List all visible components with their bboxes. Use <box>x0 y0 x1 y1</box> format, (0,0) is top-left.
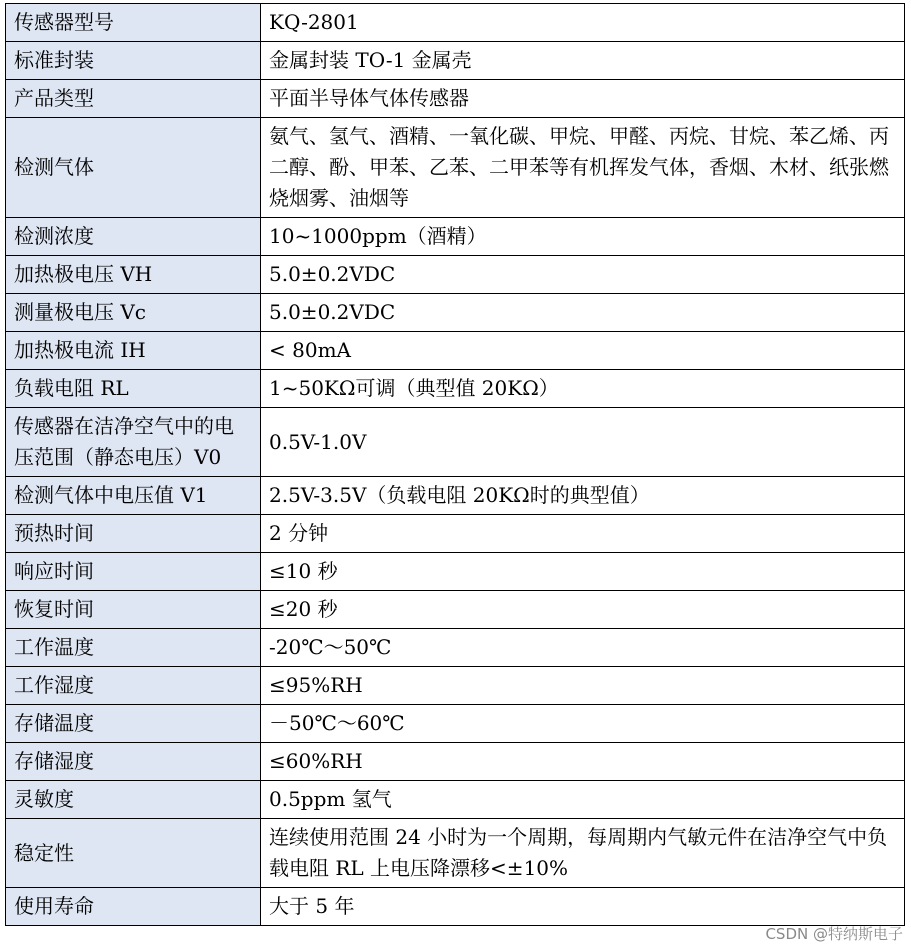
table-row <box>6 667 905 705</box>
param-cell: 灵敏度 <box>6 781 261 819</box>
value-cell: 连续使用范围 24 小时为一个周期，每周期内气敏元件在洁净空气中负载电阻 RL 上电压降漂移<±10% <box>261 819 905 888</box>
value-cell: 0.5ppm 氢气 <box>261 781 905 819</box>
param-cell: 标准封装 <box>6 42 261 80</box>
table-row <box>6 80 905 118</box>
value-cell: ≤20 秒 <box>261 591 905 629</box>
param-cell: 工作温度 <box>6 629 261 667</box>
value-cell: 平面半导体气体传感器 <box>261 80 905 118</box>
param-cell: 加热极电流 IH <box>6 332 261 370</box>
table-row <box>6 332 905 370</box>
param-cell: 测量极电压 Vc <box>6 294 261 332</box>
value-cell: < 80mA <box>261 332 905 370</box>
param-cell: 稳定性 <box>6 819 261 888</box>
value-cell: 1~50KΩ可调（典型值 20KΩ） <box>261 370 905 408</box>
table-row <box>6 4 905 42</box>
value-cell: KQ-2801 <box>261 4 905 42</box>
table-row <box>6 743 905 781</box>
param-cell: 预热时间 <box>6 515 261 553</box>
table-row <box>6 370 905 408</box>
table-row <box>6 256 905 294</box>
value-cell: 金属封装 TO-1 金属壳 <box>261 42 905 80</box>
param-cell: 检测气体中电压值 V1 <box>6 477 261 515</box>
value-cell: 2 分钟 <box>261 515 905 553</box>
table-row <box>6 218 905 256</box>
value-cell: 5.0±0.2VDC <box>261 256 905 294</box>
value-cell: -20℃～50℃ <box>261 629 905 667</box>
value-cell: 2.5V-3.5V（负载电阻 20KΩ时的典型值） <box>261 477 905 515</box>
table-row <box>6 705 905 743</box>
value-cell: 氨气、氢气、酒精、一氧化碳、甲烷、甲醛、丙烷、甘烷、苯乙烯、丙二醇、酚、甲苯、乙苯、二甲苯等有机挥发气体，香烟、木材、纸张燃烧烟雾、油烟等 <box>261 118 905 218</box>
param-cell: 响应时间 <box>6 553 261 591</box>
table-row <box>6 591 905 629</box>
table-row <box>6 408 905 477</box>
table-row <box>6 553 905 591</box>
param-cell: 恢复时间 <box>6 591 261 629</box>
param-cell: 传感器型号 <box>6 4 261 42</box>
value-cell: －50℃～60℃ <box>261 705 905 743</box>
table-row <box>6 781 905 819</box>
param-cell: 加热极电压 VH <box>6 256 261 294</box>
table-row <box>6 477 905 515</box>
param-cell: 产品类型 <box>6 80 261 118</box>
param-cell: 检测浓度 <box>6 218 261 256</box>
param-cell: 存储温度 <box>6 705 261 743</box>
spec-table <box>5 3 905 926</box>
table-row <box>6 118 905 218</box>
param-cell: 负载电阻 RL <box>6 370 261 408</box>
table-row <box>6 629 905 667</box>
table-row <box>6 515 905 553</box>
value-cell: ≤95%RH <box>261 667 905 705</box>
csdn-watermark: CSDN @特纳斯电子 <box>765 925 903 943</box>
param-cell: 使用寿命 <box>6 888 261 926</box>
value-cell: 大于 5 年 <box>261 888 905 926</box>
value-cell: ≤60%RH <box>261 743 905 781</box>
param-cell: 传感器在洁净空气中的电压范围（静态电压）V0 <box>6 408 261 477</box>
table-row <box>6 819 905 888</box>
value-cell: 5.0±0.2VDC <box>261 294 905 332</box>
value-cell: 0.5V-1.0V <box>261 408 905 477</box>
param-cell: 工作湿度 <box>6 667 261 705</box>
param-cell: 检测气体 <box>6 118 261 218</box>
table-row <box>6 888 905 926</box>
spec-table-body <box>6 4 905 926</box>
value-cell: ≤10 秒 <box>261 553 905 591</box>
table-row <box>6 294 905 332</box>
param-cell: 存储湿度 <box>6 743 261 781</box>
table-row <box>6 42 905 80</box>
value-cell: 10~1000ppm（酒精） <box>261 218 905 256</box>
